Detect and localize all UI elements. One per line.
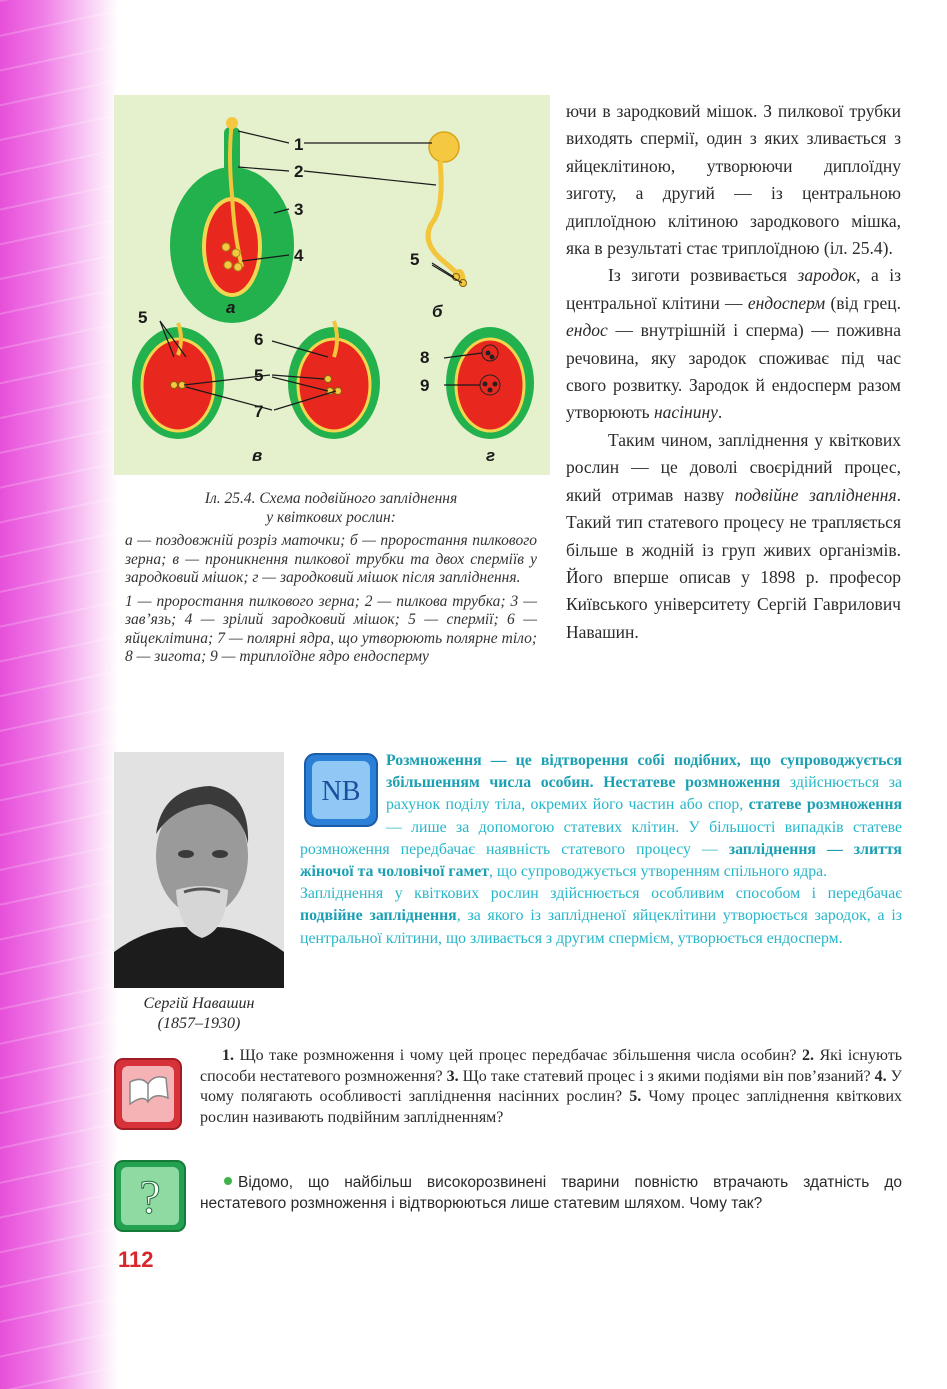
book-icon <box>114 1058 182 1130</box>
caption-numbers-legend: 1 — проростання пилкового зерна; 2 — пилкова трубка; 3 — зав’язь; 4 — зрілий зародковий мішок; 5 — спермії; 6 — яйцеклітина; 7 — полярні ядра, що утворюють полярне тіло; 8 — зигота; 9 — триплоїдне ядро ендосперму <box>125 592 537 665</box>
nb-icon-label: NB <box>321 776 361 807</box>
term-embryo: зародок <box>797 265 857 286</box>
nb-paragraph-1: Розмноження — це відтворення собі подібних, що супроводжується збільшенням числа особин. Нестатеве розмноження здійснюється за рахунок поділу тіла, окремих його частин або спор, статеве розмноження — лише за допомогою статевих клітин. У більшості випадків статеве розмноження передбачає наявність статевого процесу — запліднення — злиття жіночої та чоловічої гамет, що супроводжується утворенням спільного ядра. <box>300 752 903 881</box>
panel-label-v: в <box>252 446 263 465</box>
portrait-name: Сергій Навашин <box>143 995 255 1012</box>
nb-definition-box <box>300 750 902 950</box>
decorative-side-band <box>0 0 118 1389</box>
callout-2: 2 <box>294 162 304 181</box>
callout-9: 9 <box>420 376 430 395</box>
nb-paragraph-2: Запліднення у квіткових рослин здійснюється особливим способом і передбачає подвійне запліднення, за якого із заплідненої яйцеклітини утворюється зародок, а із центральної клітини, що зливається з другим спермієм, утворюється ендосперм. <box>300 885 902 947</box>
panel-label-g: г <box>486 446 496 465</box>
panel-g-ovule <box>446 327 534 439</box>
callout-5-v2: 5 <box>254 366 264 385</box>
callout-8: 8 <box>420 348 430 367</box>
review-questions: 1. Що таке розмноження і чому цей процес передбачає збільшення числа особин? 2. Які існують способи нестатевого розмноження? 3. Що таке статевий процес і з якими подіями він пов’язаний? 4. У чому полягають особливості запліднення насінних рослин? 5. Чому процес запліднення квіткових рослин називають подвійним заплідненням? <box>200 1047 903 1126</box>
portrait-caption <box>114 994 284 1034</box>
paragraph-3: Таким чином, запліднення у квіткових рослин — це доволі своєрідний процес, який отримав назву подвійне запліднення. Такий тип статевого процесу не трапляється більше в жодній із груп живих організмів. Його вперше описав у 1898 р. професор Київського університету Сергій Гаврилович Навашин. <box>566 429 901 642</box>
term-double-fertilization: подвійне запліднення <box>734 484 897 505</box>
paragraph-1: ючи в зародковий мішок. З пилкової трубки виходять спермії, один з яких зливається з яйцеклітиною, утворюючи диплоїдну зиготу, а другий — із центральною диплоїдною клітиною зародкового мішка, яка в результаті стає триплоїдною (іл. 25.4). <box>566 101 901 259</box>
term-seed: насінину <box>653 402 718 423</box>
term-endos: ендос <box>566 320 608 341</box>
callout-1: 1 <box>294 135 304 154</box>
callout-5-b: 5 <box>410 250 420 269</box>
callout-5-v1: 5 <box>138 308 148 327</box>
term-endosperm: ендосперм <box>747 292 826 313</box>
navashin-portrait <box>114 752 284 988</box>
question-mark-symbol: ? <box>139 1171 161 1224</box>
caption-title <box>125 490 537 527</box>
callout-4: 4 <box>294 246 304 265</box>
double-fertilization-figure <box>114 95 550 475</box>
callout-7: 7 <box>254 402 264 421</box>
thinking-task: Відомо, що найбільш високорозвинені тварини повністю втрачають здатність до нестатевого розмноження і відтворюються лише статевим шляхом. Чому так? <box>200 1174 902 1212</box>
panel-label-b: б <box>432 302 443 321</box>
callout-3: 3 <box>294 200 304 219</box>
main-text-column <box>566 98 901 646</box>
page-number: 112 <box>118 1247 154 1272</box>
caption-title-line1: Іл. 25.4. Схема подвійного запліднення <box>204 490 458 507</box>
caption-panels-legend: а — поздовжній розріз маточки; б — проростання пилкового зерна; в — проникнення пилкової трубки та двох спермiїв у зародковий мішок; г — зародковий мішок після запліднення. <box>125 532 537 586</box>
bullet-dot-icon <box>224 1177 232 1185</box>
panel-a-pistil <box>170 117 294 323</box>
question-mark-icon <box>114 1160 186 1232</box>
panel-label-a: а <box>226 298 236 317</box>
portrait-years: (1857–1930) <box>157 1015 241 1032</box>
caption-title-line2: у квіткових рослин: <box>266 508 396 526</box>
paragraph-2: Із зиготи розвивається зародок, а із центральної клітини — ендосперм (від грец. ендос — внутрішній і сперма) — поживна речовина, яку зародок споживає під час свого розвитку. Зародок й ендосперм разом утворюють насінину. <box>566 265 901 423</box>
panel-b-pollen-tube <box>428 132 466 287</box>
figure-caption <box>125 490 537 672</box>
callout-6: 6 <box>254 330 264 349</box>
